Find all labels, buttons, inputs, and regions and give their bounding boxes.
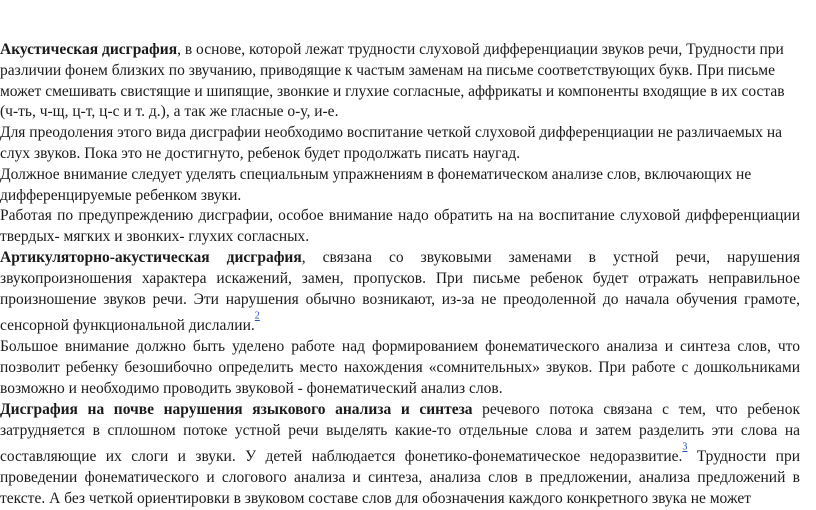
document-page	[0, 40, 800, 510]
paragraph-text: , связана со звуковыми заменами в устной речи, нарушения звукопроизношения характера искажений, замен, пропусков. При письме ребенок будет отражать неправильное произношение звуков речи. Эти нарушения обычно возникают, из-за не преодоленной до начала обучения грамоте, сенсорной функциональной дислалии.	[0, 248, 800, 335]
footnote-link[interactable]: 3	[682, 442, 688, 453]
paragraph-text: Должное внимание следует уделять специальным упражнениям в фонематическом анализе слов, включающих не дифференцируемые ребенком звуки.	[0, 165, 752, 204]
paragraph-language-analysis-dysgraphia	[0, 400, 800, 510]
paragraph-overcoming	[0, 123, 800, 165]
paragraph-text: Для преодоления этого вида дисграфии необходимо воспитание четкой слуховой дифференциации не различаемых на слух звуков. Пока это не достигнуто, ребенок будет продолжать писать наугад.	[0, 124, 783, 162]
paragraph-prevention	[0, 206, 800, 248]
paragraph-articulatory-dysgraphia	[0, 248, 800, 337]
paragraph-text: , в основе, которой лежат трудности слуховой дифференциации звуков речи, Трудности при различии фонем близких по звучанию, приводящие к частым заменам на письме соответствующих букв. При письме может смешивать свистящие и шипящие, звонкие и глухие согласные, аффрикаты и компоненты входящие в их состав (ч-ть, ч-щ, ц-т, ц-с и т. д.), а так же гласные о-у, и-е.	[0, 41, 785, 121]
paragraph-text: Большое внимание должно быть уделено работе над формированием фонематического анализа и синтеза слов, что позволит ребенку безошибочно определить место нахождения «сомнительных» звуков. При работе с дошкольниками возможно и необходимо проводить звуковой - фонематический анализ слов.	[0, 338, 800, 397]
footnote-link[interactable]: 2	[254, 311, 260, 323]
term-acoustic-dysgraphia: Акустическая дисграфия	[0, 41, 178, 58]
paragraph-phonemic-analysis	[0, 337, 800, 399]
paragraph-text: Работая по предупреждению дисграфии, особое внимание надо обратить на на воспитание слуховой дифференциации твердых- мягких и звонких- глухих согласных.	[0, 207, 800, 246]
paragraph-acoustic-dysgraphia	[0, 40, 800, 123]
term-articulatory-dysgraphia: Артикуляторно-акустическая дисграфия	[0, 248, 302, 266]
paragraph-exercises	[0, 165, 800, 207]
paragraph-text: речевого потока связана с тем, что ребенок затрудняется в сплошном потоке устной речи выделять какие-то отдельные слова и затем разделить эти слова на составляющие их слоги и звуки. У детей наблюдается фонетико-фонематическое недоразвитие.	[0, 400, 800, 466]
paragraph-text-continued: Трудности при проведении фонематического и слогового анализа и синтеза, анализа слов в предложении, анализа предложений в тексте. А без четкой ориентировки в звуковом составе слов для обозначения каждого конкретного звука не может	[0, 448, 800, 508]
term-language-analysis-dysgraphia: Дисграфия на почве нарушения языкового анализа и синтеза	[0, 400, 473, 418]
